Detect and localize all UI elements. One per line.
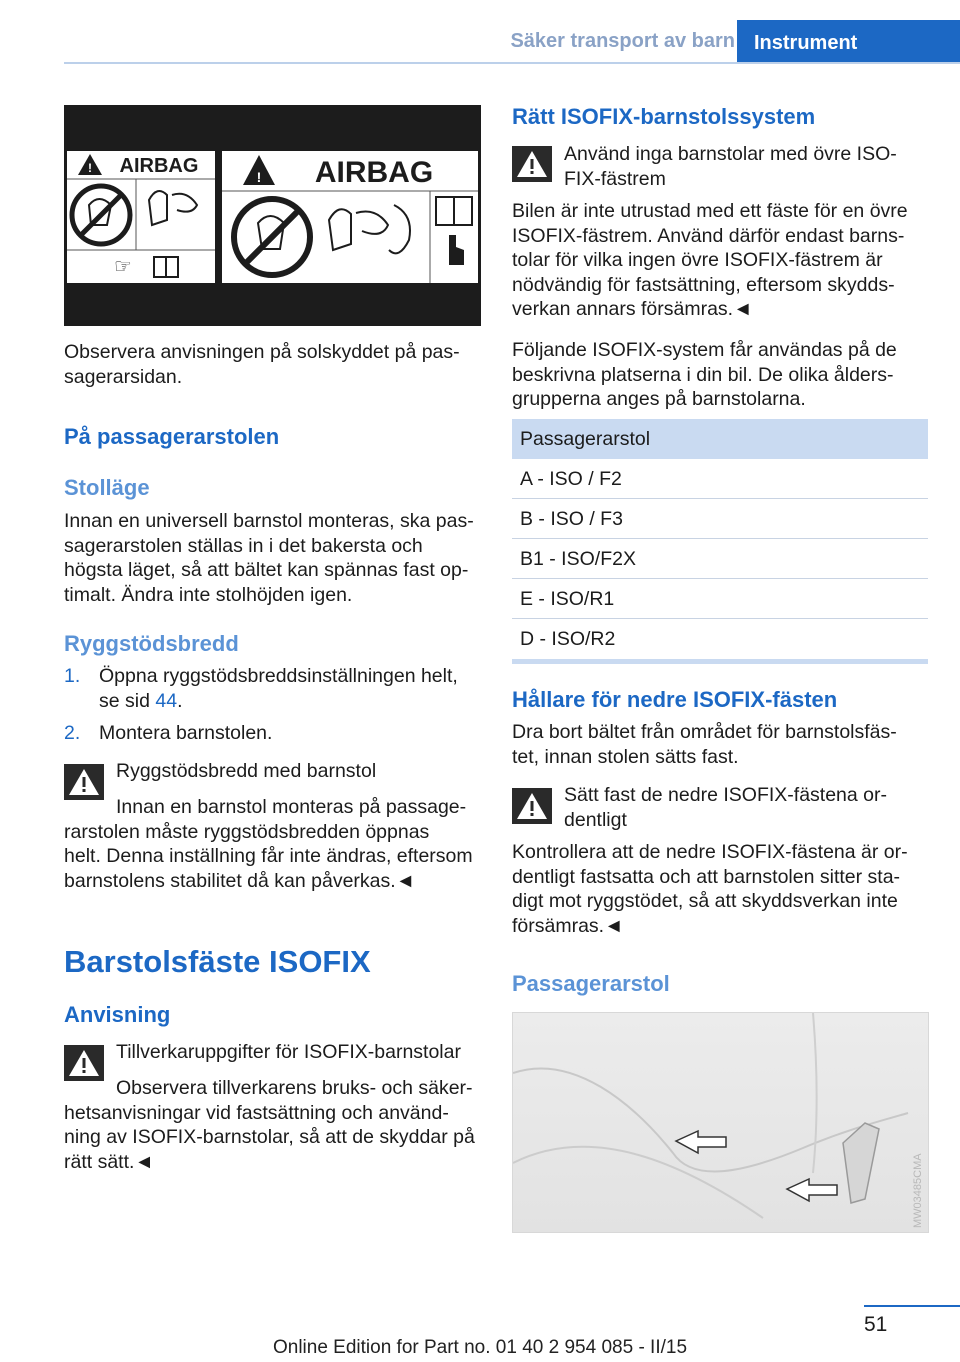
warning-title: Tillverkaruppgifter för ISOFIX-barnstolar: [116, 1041, 461, 1063]
text-line: Innan en barnstol monteras på passage-: [116, 796, 467, 818]
text-line: Använd inga barnstolar med övre ISO-: [564, 143, 897, 165]
warning-text: [64, 795, 484, 893]
text-line: Observera tillverkarens bruks- och säker-: [116, 1077, 473, 1099]
text-line: dentligt: [564, 808, 627, 831]
text-line: hetsanvisningar vid fastsättning och använd-: [64, 1101, 449, 1124]
table-row: D - ISO/R2: [520, 628, 616, 650]
text-line: Kontrollera att de nedre ISOFIX-fästena är or-: [512, 841, 908, 863]
caption-line: sagerarsidan.: [64, 365, 183, 388]
heading-lower-isofix-holders: Hållare för nedre ISOFIX-fästen: [512, 687, 838, 712]
text-line: sagerarstolen ställas in i det bakersta och: [64, 534, 423, 557]
footer-rule: [864, 1305, 960, 1307]
seat-position-text: [64, 509, 484, 607]
svg-text:!: !: [88, 161, 92, 175]
text-line: beskrivna platserna i din bil. De olika ålders-: [512, 363, 894, 386]
table-row: E - ISO/R1: [512, 579, 928, 619]
page-link[interactable]: 44: [155, 689, 178, 712]
table-row: B1 - ISO/F2X: [512, 539, 928, 579]
text-line: Dra bort bältet från området för barnstolsfäs-: [512, 721, 897, 743]
text-line: Följande ISOFIX-system får användas på de: [512, 339, 897, 361]
warning-title: Ryggstödsbredd med barnstol: [116, 760, 377, 782]
svg-text:!: !: [256, 169, 262, 185]
step-text: .: [177, 689, 183, 712]
text-line: helt. Denna inställning får inte ändras, eftersom: [64, 845, 473, 868]
text-line: tolar för vilka ingen övre ISOFIX-fästrem är: [512, 249, 883, 272]
table-header: Passagerarstol: [512, 419, 928, 459]
table-row: A - ISO / F2: [512, 459, 928, 499]
paragraph: [512, 199, 932, 322]
text-line: högsta läget, så att bältet kan spännas fast op-: [64, 559, 469, 582]
caption-line: Observera anvisningen på solskyddet på pas-: [64, 341, 460, 363]
warning-text: [64, 1076, 484, 1174]
airbag-warning-figure: [64, 105, 481, 326]
table-row: B - ISO / F3: [512, 499, 928, 539]
airbag-text-small: AIRBAG: [119, 155, 199, 177]
heading-note: Anvisning: [64, 1002, 171, 1027]
table-bottom-rule: [512, 659, 928, 664]
text-line: grupperna anges på barnstolarna.: [512, 388, 806, 411]
text-line: verkan annars försämras.◄: [512, 298, 753, 321]
footer-edition: Online Edition for Part no. 01 40 2 954 085 - II/15: [272, 1337, 688, 1358]
step-number: 1.: [64, 665, 81, 687]
heading-backrest-width: Ryggstödsbredd: [64, 631, 239, 656]
header-tab[interactable]: Instrument: [737, 20, 960, 64]
text-line: försämras.◄: [512, 914, 624, 937]
warning-icon: [512, 788, 552, 824]
heading-right-isofix-system: Rätt ISOFIX-barnstolssystem: [512, 104, 816, 129]
header-section-title: Säker transport av barn: [510, 30, 735, 52]
text-line: tet, innan stolen sätts fast.: [512, 745, 739, 768]
text-line: barnstolens stabilitet då kan påverkas.◄: [64, 869, 415, 892]
heading-seat-position: Stolläge: [64, 475, 150, 500]
warning-title: [564, 142, 929, 191]
text-line: Innan en universell barnstol monteras, ska pas-: [64, 510, 474, 532]
warning-icon: [512, 146, 552, 182]
text-line: digt mot ryggstödet, så att skyddsverkan inte: [512, 890, 898, 913]
step-number: 2.: [64, 722, 81, 745]
heading-on-passenger-seat: På passagerarstolen: [64, 424, 280, 449]
text-line: Sätt fast de nedre ISOFIX-fästena or-: [564, 784, 887, 806]
svg-text:☞: ☞: [114, 256, 132, 278]
step-text: se sid: [99, 689, 156, 712]
heading-isofix: Barstolsfäste ISOFIX: [64, 944, 371, 979]
text-line: timalt. Ändra inte stolhöjden igen.: [64, 583, 353, 606]
text-line: ISOFIX-fästrem. Använd därför endast barns-: [512, 224, 905, 247]
header-rule: [64, 62, 960, 64]
isofix-table: [512, 419, 928, 664]
figure-caption: [64, 340, 484, 389]
text-line: dentligt fastsatta och att barnstolen sitter sta-: [512, 865, 901, 888]
page-number: 51: [864, 1313, 888, 1336]
airbag-text-large: AIRBAG: [314, 156, 434, 189]
text-line: rätt sätt.◄: [64, 1150, 154, 1173]
text-line: rarstolen måste ryggstödsbredden öppnas: [64, 820, 430, 843]
step-item: [64, 721, 484, 746]
passenger-seat-figure: [512, 1012, 929, 1233]
warning-title: [564, 783, 929, 832]
text-line: Bilen är inte utrustad med ett fäste för en övre: [512, 200, 908, 222]
text-line: FIX-fästrem: [564, 167, 666, 190]
text-line: ning av ISOFIX-barnstolar, så att de skyddar på: [64, 1126, 475, 1149]
figure-watermark: MW03485CMA: [912, 1153, 924, 1228]
step-line: Montera barnstolen.: [99, 722, 273, 745]
paragraph: [512, 840, 932, 938]
step-line: Öppna ryggstödsbreddsinställningen helt,: [99, 665, 458, 687]
step-item: [64, 664, 484, 713]
steps-list: [64, 664, 484, 746]
step-line: [99, 689, 484, 714]
paragraph: [512, 338, 932, 412]
heading-passenger-seat: Passagerarstol: [512, 971, 670, 996]
text-line: nödvändig för fastsättning, eftersom skydds-: [512, 273, 895, 296]
paragraph: [512, 720, 932, 769]
